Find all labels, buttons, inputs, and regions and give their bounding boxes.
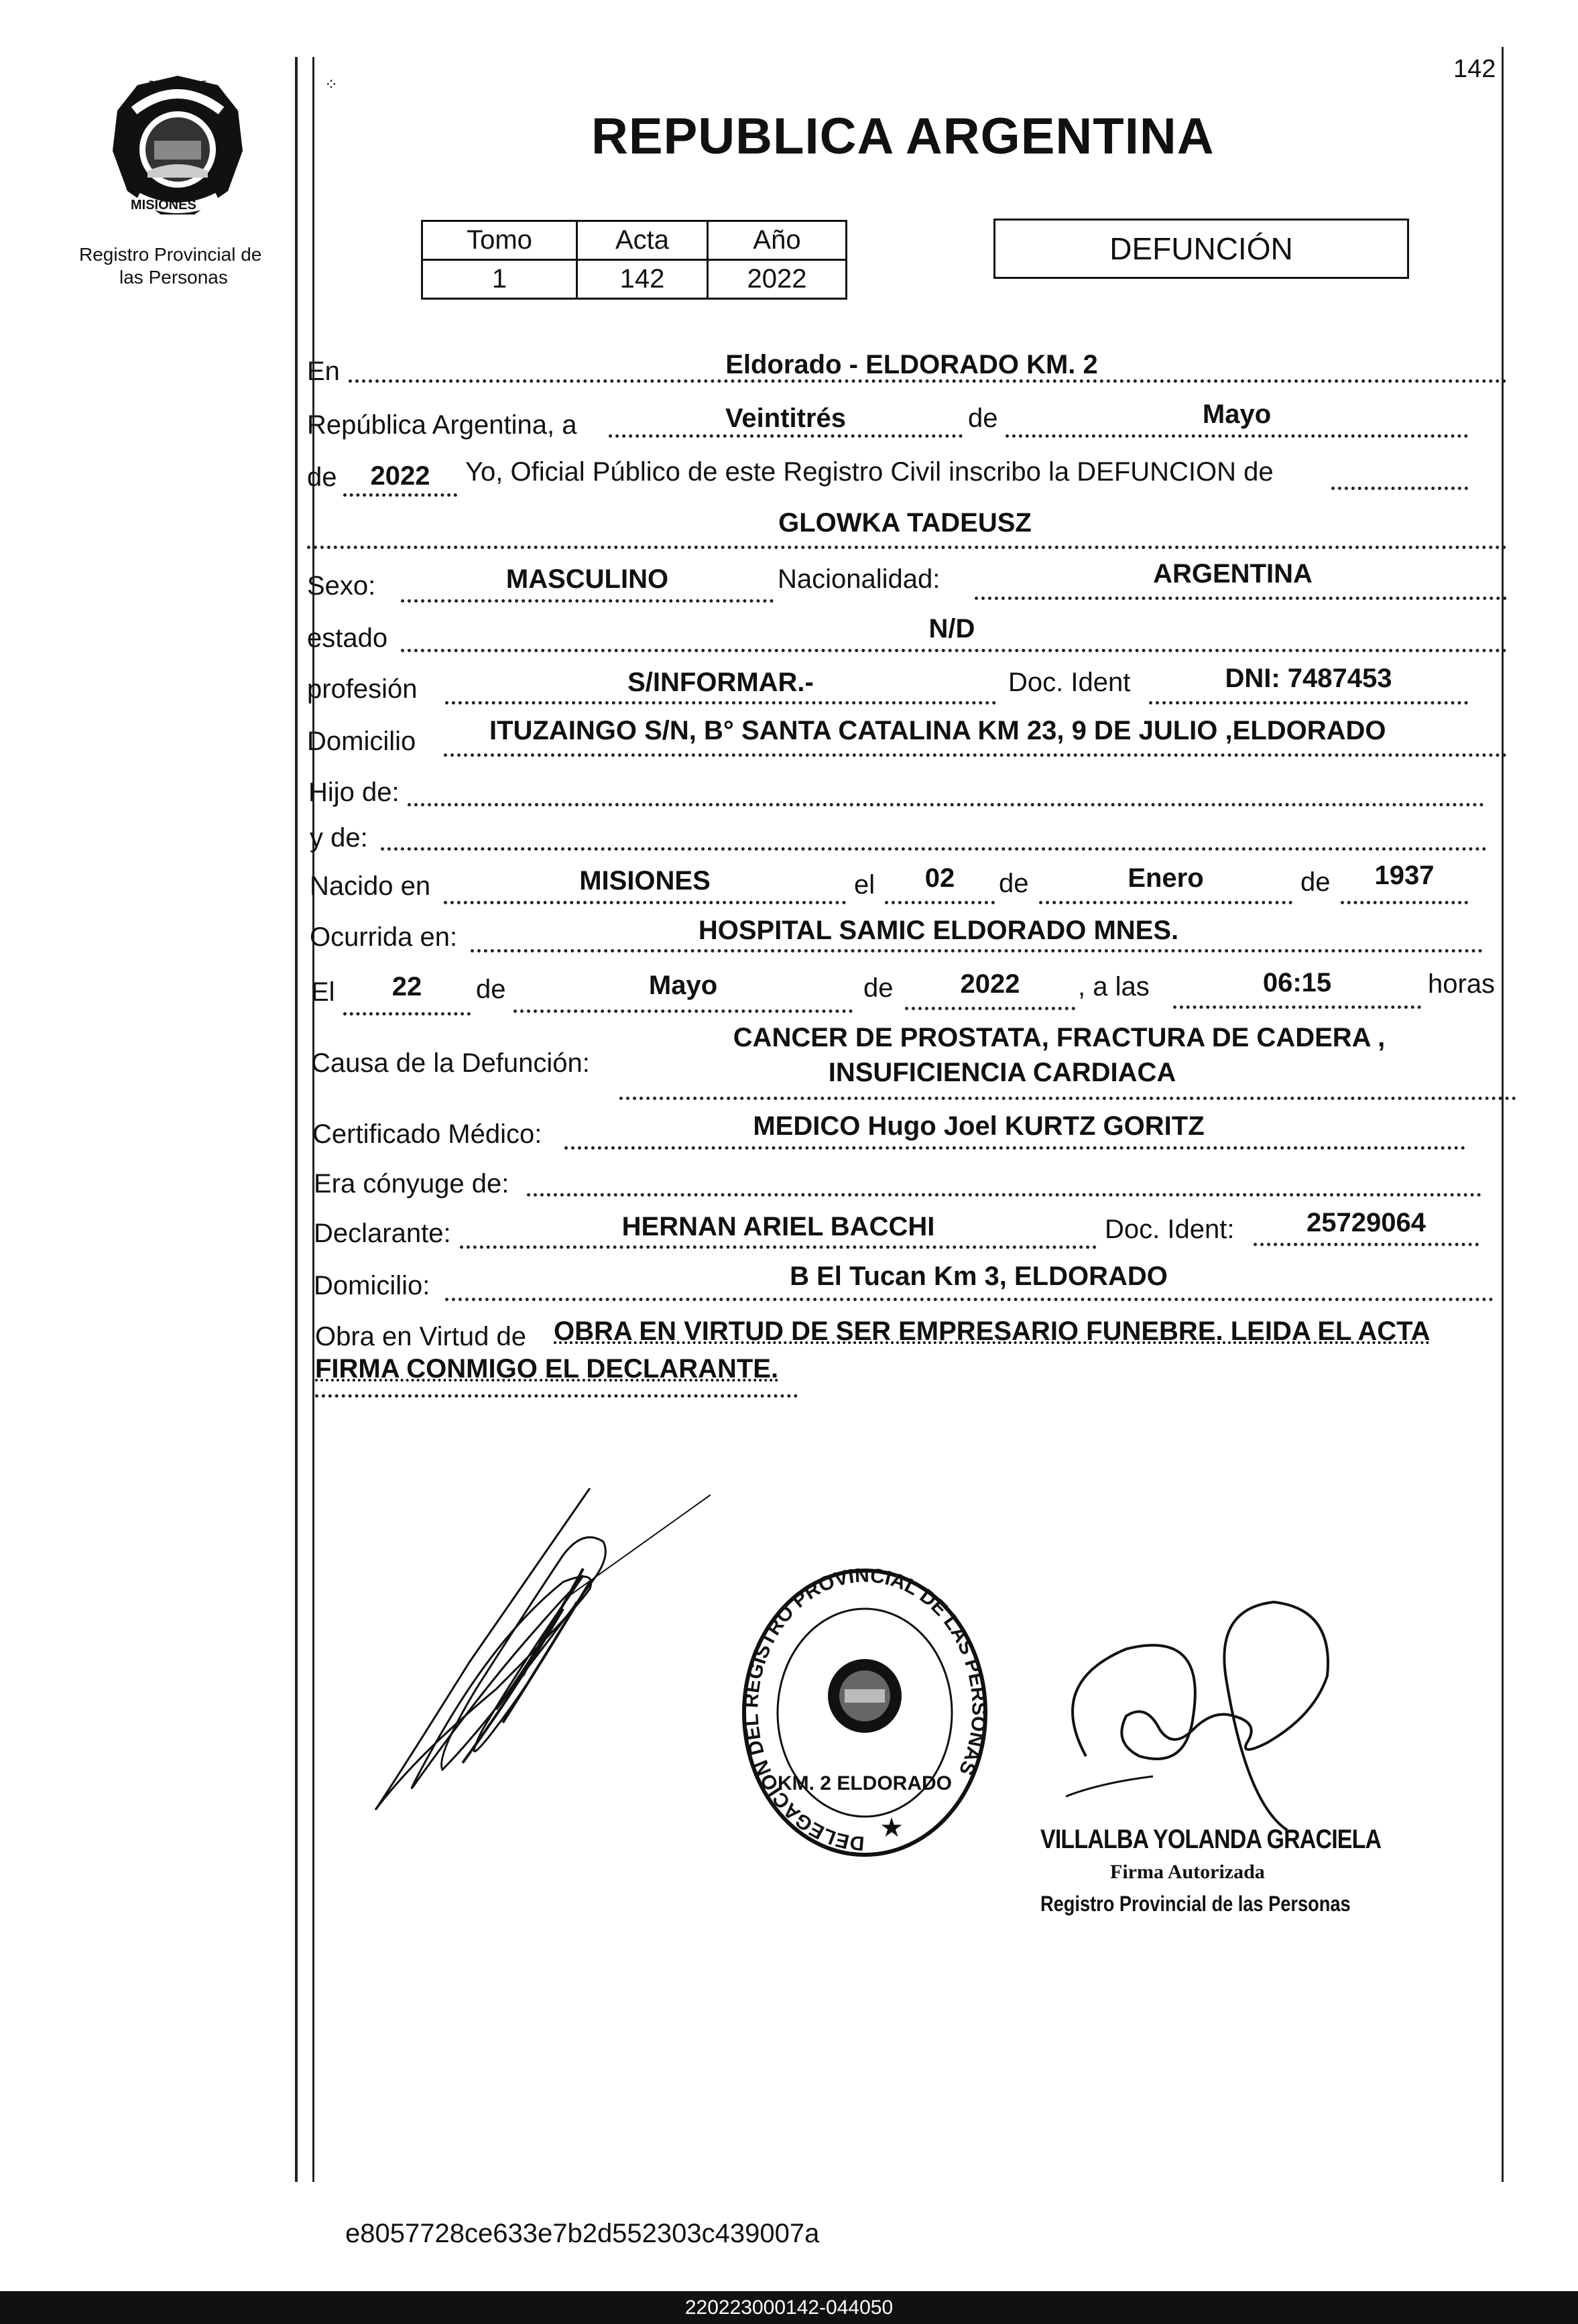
domicilio-dotted-line [444, 753, 1507, 757]
death-year-dotted-line [905, 1007, 1075, 1010]
en-value: Eldorado - ELDORADO KM. 2 [725, 350, 1098, 379]
day-text: Veintitrés [725, 404, 847, 433]
birth-month-dotted-line [1039, 901, 1292, 904]
logo-caption-line2: las Personas [119, 267, 228, 288]
officer-signature [1046, 1582, 1394, 1837]
de-label-3: de [1300, 867, 1331, 897]
domicilio-value: ITUZAINGO S/N, B° SANTA CATALINA KM 23, 9 DE JULIO ,ELDORADO [489, 716, 1386, 745]
obra-dotted-line [315, 1394, 798, 1398]
causa-dotted-line [619, 1097, 1516, 1100]
profesion-label: profesión [307, 674, 418, 704]
nacionalidad-label: Nacionalidad: [778, 564, 940, 594]
ano-header: Año [708, 221, 847, 260]
hijo-label: Hijo de: [308, 778, 400, 807]
logo-bottom-text: MISIONES [131, 198, 196, 212]
officer-office: Registro Provincial de las Personas [1040, 1892, 1351, 1916]
de-label: de [968, 404, 998, 433]
right-margin-line [1502, 47, 1504, 2182]
acta-header: Acta [577, 221, 708, 260]
profesion-value: S/INFORMAR.- [627, 668, 814, 697]
estado-dotted-line [401, 649, 1507, 652]
el2-label: El [311, 977, 335, 1007]
logo-caption-line1: Registro Provincial de [79, 244, 262, 265]
footer-code-bar: 220223000142-044050 [0, 2291, 1578, 2324]
ocurrida-dotted-line [471, 949, 1483, 953]
en-label: En [307, 357, 340, 386]
tomo-header: Tomo [422, 221, 577, 260]
declarant-signature [362, 1488, 711, 1823]
sexo-dotted-line [401, 599, 774, 603]
doc-ident2-label: Doc. Ident: [1105, 1215, 1235, 1244]
domicilio-label: Domicilio [307, 727, 416, 756]
left-margin-line [295, 57, 298, 2182]
birth-day-dotted-line [885, 901, 995, 904]
inscribo-text: Yo, Oficial Público de este Registro Civil inscribo la DEFUNCION de [465, 457, 1274, 487]
doc-ident-label: Doc. Ident [1008, 668, 1131, 697]
document-hash: e8057728ce633e7b2d552303c439007a [345, 2219, 820, 2248]
causa-label: Causa de la Defunción: [311, 1048, 590, 1078]
sexo-label: Sexo: [307, 571, 376, 601]
doc-ident2-value: 25729064 [1307, 1208, 1426, 1237]
death-month: Mayo [648, 971, 718, 1000]
declarante-dotted-line [460, 1245, 1097, 1249]
scan-mark-icon: ⁘ [324, 76, 339, 94]
certificado-value: MEDICO Hugo Joel KURTZ GORITZ [753, 1111, 1205, 1141]
year-value: 2022 [370, 461, 430, 491]
document-title: REPUBLICA ARGENTINA [591, 108, 1215, 165]
domicilio2-label: Domicilio: [314, 1271, 430, 1300]
el-label: el [854, 870, 875, 900]
profesion-dotted-line [445, 701, 996, 705]
death-day-dotted-line [343, 1012, 471, 1016]
declarante-label: Declarante: [314, 1219, 451, 1248]
death-day: 22 [391, 972, 422, 1001]
record-table [421, 220, 847, 300]
republica-label: República Argentina, a [307, 410, 577, 440]
certificado-label: Certificado Médico: [312, 1119, 542, 1149]
birth-day: 02 [924, 863, 955, 893]
ocurrida-value: HOSPITAL SAMIC ELDORADO MNES. [698, 916, 1179, 945]
death-month-dotted-line [513, 1010, 853, 1013]
doc-ident-dotted-line [1149, 701, 1468, 705]
nacido-label: Nacido en [310, 871, 431, 901]
certificado-dotted-line [564, 1146, 1465, 1150]
birth-year: 1937 [1374, 861, 1435, 890]
causa-line1: CANCER DE PROSTATA, FRACTURA DE CADERA , [733, 1023, 1386, 1052]
month-dotted-line [1006, 434, 1468, 438]
logo-top-text: PROVINCIA DE [149, 79, 207, 88]
month-text: Mayo [1202, 400, 1272, 429]
page-number: 142 [1453, 55, 1496, 83]
hijo-dotted-line [408, 803, 1484, 806]
name-dotted-line [307, 546, 1507, 549]
de-label-4: de [476, 975, 506, 1004]
nacionalidad-value: ARGENTINA [1153, 559, 1313, 589]
year-dotted-line [343, 493, 457, 497]
year-label: de [307, 463, 337, 492]
obra-line2: FIRMA CONMIGO EL DECLARANTE. [315, 1354, 779, 1384]
seal-ring-text: DELEGACION DEL REGISTRO PROVINCIAL DE LAS PERSONAS [740, 1569, 990, 1855]
deceased-name: GLOWKA TADEUSZ [778, 508, 1032, 538]
estado-label: estado [307, 623, 388, 653]
yde-label: y de: [310, 823, 368, 853]
birth-year-dotted-line [1341, 901, 1468, 904]
official-seal [737, 1569, 992, 1863]
horas-label: horas [1428, 969, 1496, 999]
acta-value: 142 [577, 260, 708, 299]
seal-star-icon: ★ [879, 1813, 904, 1843]
ocurrida-label: Ocurrida en: [310, 922, 458, 952]
death-time: 06:15 [1262, 968, 1332, 997]
seal-inner-text: KM. 2 ELDORADO [777, 1772, 953, 1794]
de-label-5: de [863, 973, 894, 1003]
inscribo-dotted-line [1331, 487, 1468, 490]
officer-name: VILLALBA YOLANDA GRACIELA [1040, 1825, 1382, 1854]
day-dotted-line [609, 434, 963, 438]
domicilio2-dotted-line [445, 1298, 1494, 1301]
obra-line1: OBRA EN VIRTUD DE SER EMPRESARIO FUNEBRE. LEIDA EL ACTA [554, 1317, 1431, 1346]
doc-ident-value: DNI: 7487453 [1225, 664, 1392, 693]
alas-label: , a las [1078, 972, 1150, 1001]
yde-dotted-line [381, 847, 1487, 851]
nacido-dotted-line [444, 901, 846, 904]
obra-label: Obra en Virtud de [315, 1322, 527, 1351]
conyuge-label: Era cónyuge de: [314, 1169, 509, 1199]
doc-ident2-dotted-line [1254, 1243, 1479, 1246]
declarante-value: HERNAN ARIEL BACCHI [621, 1212, 935, 1241]
causa-line2: INSUFICIENCIA CARDIACA [828, 1058, 1176, 1087]
tomo-value: 1 [422, 260, 577, 299]
document-type-box: DEFUNCIÓN [993, 219, 1409, 279]
death-year: 2022 [960, 969, 1020, 999]
nacionalidad-dotted-line [975, 597, 1507, 600]
officer-role: Firma Autorizada [1110, 1861, 1265, 1883]
conyuge-dotted-line [527, 1193, 1481, 1197]
domicilio2-value: B El Tucan Km 3, ELDORADO [790, 1262, 1168, 1291]
nacido-value: MISIONES [579, 866, 711, 896]
death-time-dotted-line [1173, 1005, 1421, 1009]
sexo-value: MASCULINO [505, 564, 669, 594]
birth-month: Enero [1128, 863, 1204, 893]
estado-value: N/D [928, 614, 975, 644]
de-label-2: de [999, 869, 1029, 898]
ano-value: 2022 [708, 260, 847, 299]
